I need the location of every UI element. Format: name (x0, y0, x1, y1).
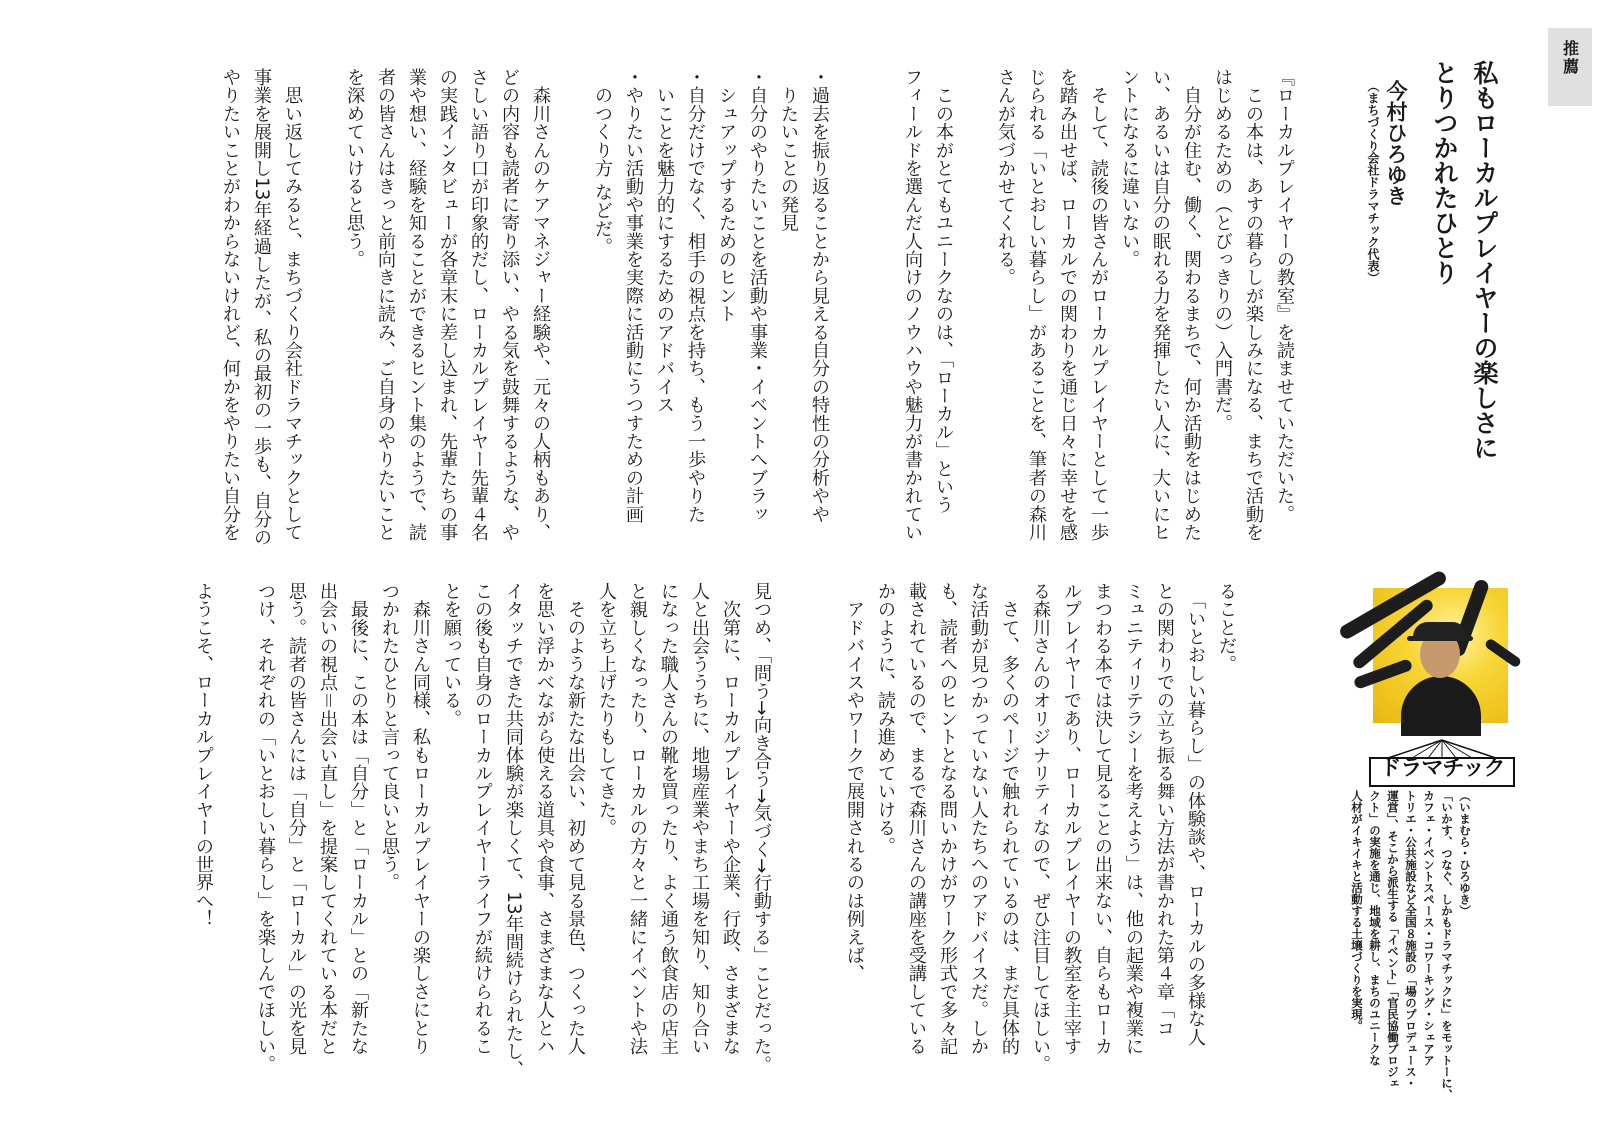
body-text-bottom: ることだ。 「いとおしい暮らし」の体験談や、ローカルの多様な人 との関わりでの立ち振る舞い方法が書かれた第４章「コ ミュニティリテラシーを考えよう」は、他の起業や複業に まつわる本では決して見ることの出来ない、自らもローカ ルプレイヤーであり、ローカルプレイヤーの教室を主宰す る森川さんのオリジナリティなので、ぜひ注目してほしい。 さて、多くのページで触れられているのは、まだ具体的 な活動が見つかっていない人たちへのアドバイスだ。しか も、読者へのヒントとなる問いかけがワーク形式で多々記 載されているので、まるで森川さんの講座を受講している かのように、読み進めていける。 アドバイスやワークで展開されるのは例えば、 見つめ、「問う→向き合う→気づく→行動する」ことだった。 次第に、ローカルプレイヤーや企業、行政、さまざまな 人と出会ううちに、地場産業やまち工場を知り、知り合い になった職人さんの靴を買ったり、よく通う飲食店の店主 と親しくなったり、ローカルの方々と一緒にイベントや法 人を立ち上げたりもしてきた。 そのような新たな出会い、初めて見る景色、つくった人 を思い浮かべながら使える道具や食事、さまざまな人とハ イタッチできた共同体験が楽しくて、13年間続けられたし、 この後も自身のローカルプレイヤーライフが続けられるこ とを願っている。 森川さん同様、私もローカルプレイヤーの楽しさにとり つかれたひとりと言って良いと思う。 最後に、この本は「自分」と「ローカル」との「新たな 出会いの視点＝出会い直し」を提案してくれている本だと 思う。読者の皆さんには「自分」と「ローカル」の光を見 つけ、それぞれの「いとおしい暮らし」を楽しんでほしい。 ようこそ、ローカルプレイヤーの世界へ！ (193, 582, 1237, 1079)
author-photo (1373, 588, 1508, 723)
dramatic-logo (1368, 736, 1516, 788)
section-tab-label: 推薦 (1560, 40, 1580, 76)
body-text-top: 『ローカルプレイヤーの教室』を読ませていただいた。 この本は、あすの暮らしが楽しみになる、まちで活動を はじめるための（とびっきりの）入門書だ。 自分が住む、働く、関わるまちで、何か活動をはじめた い、あるいは自分の眠れる力を発揮したい人に、大いにヒ ントになるに違いない。 そして、読後の皆さんがローカルプレイヤーとして一歩 を踏み出せば、ローカルでの関わりを通じ日々に幸せを感 じられる「いとおしい暮らし」があることを、筆者の森川 さんが気づかせてくれる。 この本がとてもユニークなのは、「ローカル」という フィールドを選んだ人向けのノウハウや魅力が書かれてい ・過去を振り返ることから見える自分の特性の分析やや りたいことの発見 ・自分のやりたいことを活動や事業・イベントへブラッ シュアップするためのヒント ・自分だけでなく、相手の視点を持ち、もう一歩やりた いことを魅力的にするためのアドバイス ・やりたい活動や事業を実際に活動にうつすための計画 のつくり方 などだ。 森川さんのケアマネジャー経験や、元々の人柄もあり、 どの内容も読者に寄り添い、やる気を鼓舞するような、や さしい語り口が印象的だし、ローカルプレイヤー先輩４名 の実践インタビューが各章末に差し込まれ、先輩たちの事 業や想い、経験を知ることができるヒント集のようで、読 者の皆さんはきっと前向きに読み、ご自身のやりたいこと を深めていけると思う。 思い返してみると、まちづくり会社ドラマチックとして 事業を展開し13年経過したが、私の最初の一歩も、自分の やりたいことがわからないけれど、何かをやりたい自分を (220, 68, 1295, 547)
logo-text: ドラマチック (1379, 756, 1505, 781)
author-role: （まちづくり会社ドラマチック代表） (1366, 80, 1380, 284)
author-bio: （いまむら・ひろゆき） 「いかす、つなぐ、しかもドラマチックに」をモットーに、 カフェ・イベントスペース・コワーキング・シェアア トリエ・公共施設など全国８施設の「場のプロデュース・ 運営」、そこから派生する「イベント」「官民協働プロジェ クト」の実施を通じ、地域を耕し、まちのユニークな 人材がイキイキと活動する土壌づくりを実現。 (1350, 790, 1472, 1101)
section-tab (1548, 28, 1592, 106)
author-name: 今村ひろゆき (1384, 80, 1408, 206)
article-title: 私もローカルプレイヤーの楽しさに とりつかれたひとり (1430, 60, 1499, 460)
